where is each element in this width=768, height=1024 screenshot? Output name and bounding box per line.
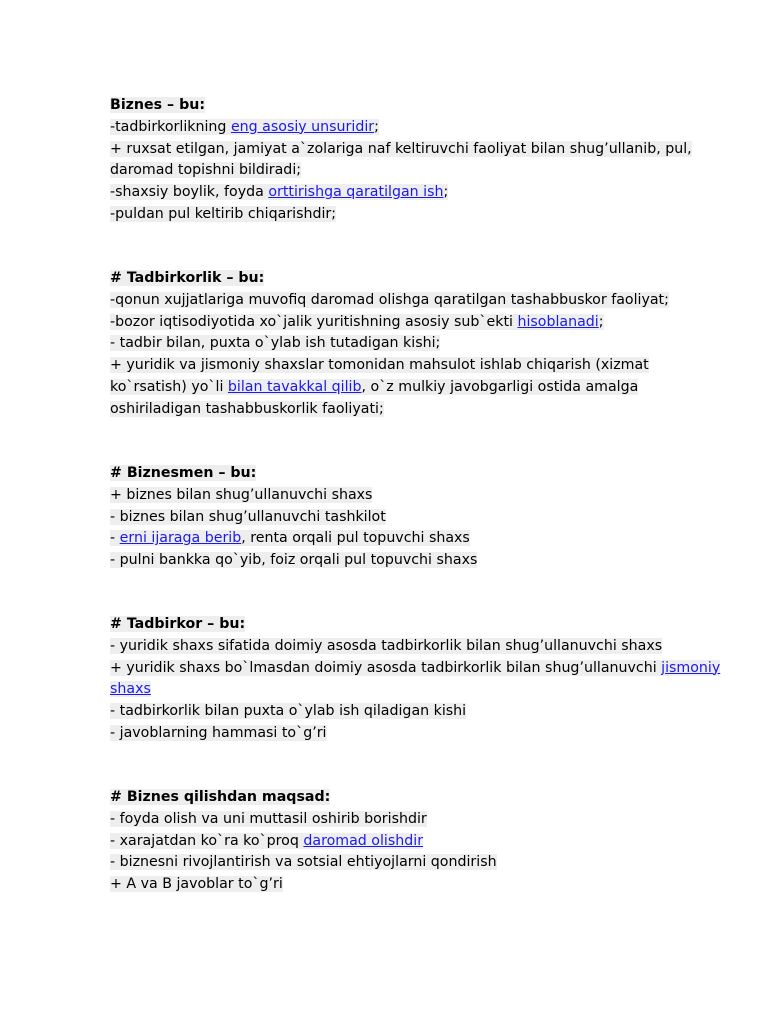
- text-line: - biznesni rivojlantirish va sotsial ehtiyojlarni qondirish: [110, 854, 497, 871]
- text-line: -tadbirkorlikning eng asosiy unsuridir;: [110, 118, 379, 135]
- hyperlink[interactable]: daromad olishdir: [303, 832, 424, 849]
- text-line: + yuridik shaxs bo`lmasdan doimiy asosda tadbirkorlik bilan shug’ullanuvchi jismoniy: [110, 659, 721, 676]
- text-line: -shaxsiy boylik, foyda orttirishga qaratilgan ish;: [110, 184, 449, 201]
- text-line: + ruxsat etilgan, jamiyat a`zolariga naf keltiruvchi faoliyat bilan shug’ullanib, pul,: [110, 140, 692, 157]
- text-line: + yuridik va jismoniy shaxslar tomonidan mahsulot ishlab chiqarish (xizmat: [110, 357, 649, 374]
- text-line: - tadbir bilan, puxta o`ylab ish tutadigan kishi;: [110, 335, 441, 352]
- text-line: - biznes bilan shug’ullanuvchi tashkilot: [110, 508, 386, 525]
- text-line: + biznes bilan shug’ullanuvchi shaxs: [110, 486, 373, 503]
- text-line: -puldan pul keltirib chiqarishdir;: [110, 205, 337, 222]
- section-tadbirkor: [110, 614, 722, 745]
- section-title: # Biznesmen – bu:: [110, 465, 257, 481]
- hyperlink[interactable]: jismoniy: [661, 659, 721, 676]
- text-line: ko`rsatish) yo`li bilan tavakkal qilib, o`z mulkiy javobgarligi ostida amalga: [110, 378, 639, 395]
- text-line: -qonun xujjatlariga muvofiq daromad olishga qaratilgan tashabbuskor faoliyat;: [110, 291, 669, 308]
- text-line: + A va B javoblar to`g’ri: [110, 876, 283, 893]
- text-line: -bozor iqtisodiyotida xo`jalik yuritishning asosiy sub`ekti hisoblanadi;: [110, 313, 604, 330]
- section-title: Biznes – bu:: [110, 97, 206, 113]
- text-line: [110, 681, 151, 697]
- text-line: - erni ijaraga berib, renta orqali pul topuvchi shaxs: [110, 530, 470, 547]
- hyperlink[interactable]: eng asosiy unsuridir: [230, 118, 375, 135]
- text-line: - foyda olish va uni muttasil oshirib borishdir: [110, 810, 427, 827]
- section-tadbirkorlik: [110, 268, 722, 421]
- text-line: - pulni bankka qo`yib, foiz orqali pul topuvchi shaxs: [110, 552, 478, 569]
- hyperlink[interactable]: shaxs: [110, 681, 151, 698]
- hyperlink[interactable]: hisoblanadi: [517, 313, 599, 330]
- text-line: daromad topishni bildiradi;: [110, 162, 302, 179]
- text-line: - yuridik shaxs sifatida doimiy asosda tadbirkorlik bilan shug’ullanuvchi shaxs: [110, 637, 663, 654]
- text-line: oshiriladigan tashabbuskorlik faoliyati;: [110, 400, 384, 417]
- hyperlink[interactable]: erni ijaraga berib: [119, 530, 242, 547]
- hyperlink[interactable]: bilan tavakkal qilib: [227, 378, 362, 395]
- section-biznes: [110, 95, 722, 226]
- section-biznesmen: [110, 463, 722, 572]
- section-title: # Biznes qilishdan maqsad:: [110, 789, 331, 805]
- section-title: # Tadbirkor – bu:: [110, 616, 246, 632]
- section-maqsad: [110, 787, 722, 896]
- text-line: - xarajatdan ko`ra ko`proq daromad olishdir: [110, 832, 424, 849]
- hyperlink[interactable]: orttirishga qaratilgan ish: [268, 184, 444, 201]
- section-title: # Tadbirkorlik – bu:: [110, 270, 265, 286]
- text-line: - javoblarning hammasi to`g’ri: [110, 724, 327, 741]
- text-line: - tadbirkorlik bilan puxta o`ylab ish qiladigan kishi: [110, 703, 467, 720]
